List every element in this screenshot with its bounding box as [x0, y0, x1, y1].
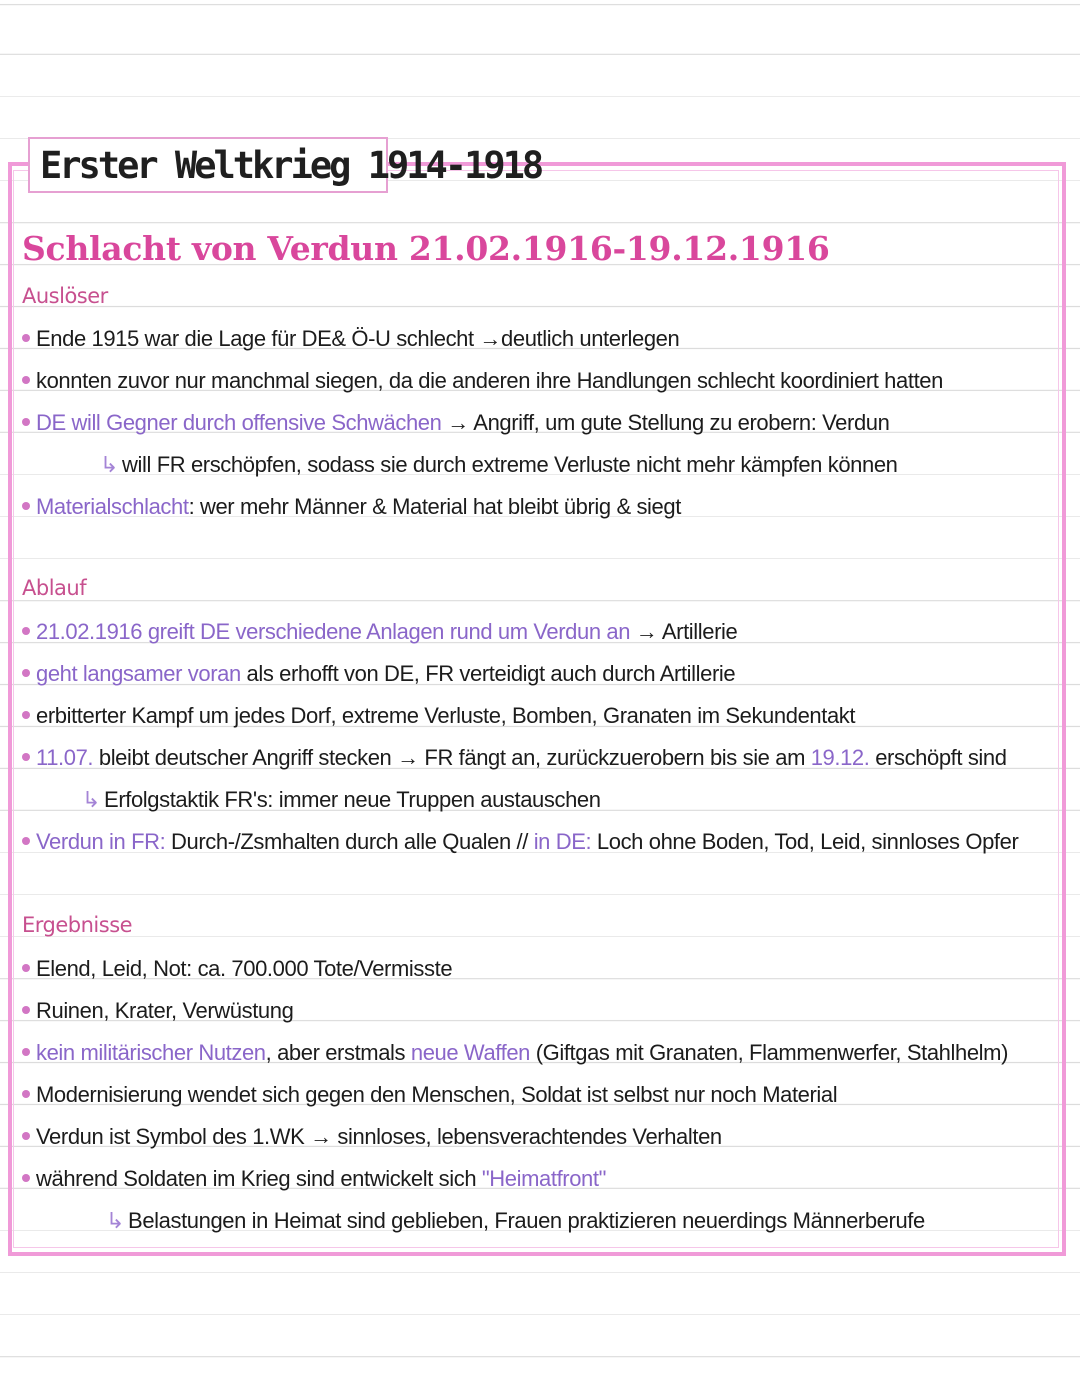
ablauf-line-6: Verdun in FR: Durch-/Zsmhalten durch alle Qualen // in DE: Loch ohne Boden, Tod, Leid, sinnloses Opfer	[22, 829, 1018, 855]
bullet-icon	[22, 334, 30, 342]
ablauf-line-4: 11.07. bleibt deutscher Angriff stecken → FR fängt an, zurückzuerobern bis sie am 19.12. erschöpft sind	[22, 745, 1007, 771]
ablauf-label: Ablauf	[22, 576, 87, 600]
ausloeser-label: Auslöser	[22, 284, 108, 308]
bullet-icon	[22, 711, 30, 719]
ablauf-line-2: geht langsamer voran als erhofft von DE, FR verteidigt auch durch Artillerie	[22, 661, 735, 687]
ausloeser-line-1: Ende 1915 war die Lage für DE& Ö-U schlecht →deutlich unterlegen	[22, 326, 679, 352]
sub-arrow-icon: ↳	[106, 1208, 125, 1233]
ergebnisse-line-3: kein militärischer Nutzen, aber erstmals neue Waffen (Giftgas mit Granaten, Flammenwerfer, Stahlhelm)	[22, 1040, 1008, 1066]
bullet-icon	[22, 418, 30, 426]
ablauf-line-3: erbitterter Kampf um jedes Dorf, extreme Verluste, Bomben, Granaten im Sekundentakt	[22, 703, 855, 729]
ablauf-line-5: ↳ Erfolgstaktik FR's: immer neue Truppen austauschen	[82, 787, 601, 812]
bullet-icon	[22, 502, 30, 510]
ergebnisse-line-7: ↳ Belastungen in Heimat sind geblieben, Frauen praktizieren neuerdings Männerberufe	[106, 1208, 925, 1233]
bullet-icon	[22, 627, 30, 635]
bullet-icon	[22, 376, 30, 384]
ergebnisse-line-6: während Soldaten im Krieg sind entwickelt sich "Heimatfront"	[22, 1166, 606, 1192]
bullet-icon	[22, 1006, 30, 1014]
ausloeser-line-4: ↳ will FR erschöpfen, sodass sie durch extreme Verluste nicht mehr kämpfen können	[100, 452, 898, 477]
ausloeser-line-3: DE will Gegner durch offensive Schwächen → Angriff, um gute Stellung zu erobern: Verdun	[22, 410, 889, 436]
ergebnisse-line-1: Elend, Leid, Not: ca. 700.000 Tote/Vermisste	[22, 956, 452, 982]
bullet-icon	[22, 1174, 30, 1182]
bullet-icon	[22, 669, 30, 677]
ergebnisse-line-4: Modernisierung wendet sich gegen den Menschen, Soldat ist selbst nur noch Material	[22, 1082, 837, 1108]
ergebnisse-label: Ergebnisse	[22, 913, 133, 937]
ausloeser-line-5: Materialschlacht: wer mehr Männer & Material hat bleibt übrig & siegt	[22, 494, 681, 520]
ausloeser-line-2: konnten zuvor nur manchmal siegen, da die anderen ihre Handlungen schlecht koordiniert hatten	[22, 368, 943, 394]
bullet-icon	[22, 1090, 30, 1098]
bullet-icon	[22, 837, 30, 845]
bullet-icon	[22, 1132, 30, 1140]
sub-arrow-icon: ↳	[82, 787, 101, 812]
bullet-icon	[22, 1048, 30, 1056]
ergebnisse-line-5: Verdun ist Symbol des 1.WK → sinnloses, lebensverachtendes Verhalten	[22, 1124, 722, 1150]
ergebnisse-line-2: Ruinen, Krater, Verwüstung	[22, 998, 293, 1024]
ablauf-line-1: 21.02.1916 greift DE verschiedene Anlagen rund um Verdun an → Artillerie	[22, 619, 737, 645]
bullet-icon	[22, 964, 30, 972]
bullet-icon	[22, 753, 30, 761]
page-title: Erster Weltkrieg 1914-1918	[40, 143, 542, 187]
section-heading: Schlacht von Verdun 21.02.1916-19.12.1916	[22, 229, 830, 268]
sub-arrow-icon: ↳	[100, 452, 119, 477]
